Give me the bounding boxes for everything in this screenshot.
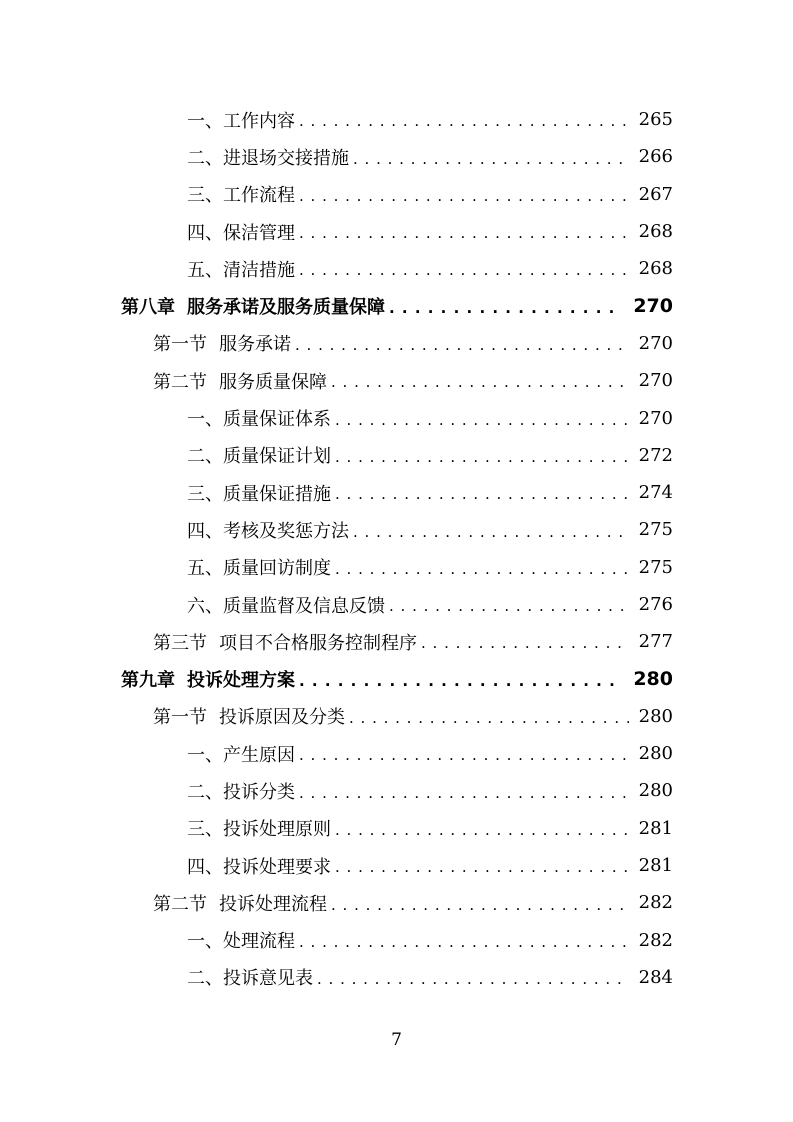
toc-subsection-entry[interactable]: [0, 772, 793, 809]
toc-section-entry[interactable]: [0, 698, 793, 735]
toc-entry-page: 275: [638, 556, 673, 578]
toc-entry-number: 三、: [187, 185, 223, 207]
toc-subsection-entry[interactable]: [0, 586, 793, 623]
toc-entry-page: 274: [638, 482, 673, 504]
toc-section-entry[interactable]: [0, 325, 793, 362]
toc-dot-leader: [389, 301, 623, 325]
toc-section-entry[interactable]: [0, 623, 793, 660]
toc-entry-title: 工作流程: [223, 185, 295, 207]
toc-entry-page: 270: [638, 407, 673, 429]
toc-entry-title: 工作内容: [223, 110, 295, 132]
toc-entry-number: 五、: [187, 259, 223, 281]
toc-entry-page: 267: [638, 183, 673, 205]
toc-dot-leader: [299, 935, 629, 959]
toc-subsection-entry[interactable]: [0, 549, 793, 586]
toc-dot-leader: [299, 263, 629, 287]
toc-entry-page: 282: [638, 929, 673, 951]
table-of-contents: [0, 101, 793, 996]
toc-entry-title: 质量保证体系: [223, 409, 331, 431]
toc-dot-leader: [299, 674, 623, 698]
toc-subsection-entry[interactable]: [0, 922, 793, 959]
toc-entry-page: 282: [638, 892, 673, 914]
toc-entry-page: 280: [638, 780, 673, 802]
toc-entry-title: 保洁管理: [223, 222, 295, 244]
toc-dot-leader: [421, 636, 629, 660]
toc-entry-page: 266: [638, 146, 673, 168]
toc-entry-number: 五、: [187, 558, 223, 580]
toc-entry-title: 质量保证措施: [223, 483, 331, 505]
toc-entry-title: 服务承诺及服务质量保障: [187, 297, 385, 319]
toc-subsection-entry[interactable]: [0, 399, 793, 436]
toc-entry-number: 第一节: [153, 334, 207, 356]
toc-entry-page: 281: [638, 817, 673, 839]
toc-entry-title: 考核及奖惩方法: [223, 520, 349, 542]
toc-entry-page: 265: [638, 109, 673, 131]
toc-subsection-entry[interactable]: [0, 474, 793, 511]
toc-entry-title: 投诉处理方案: [187, 670, 295, 692]
toc-dot-leader: [295, 338, 629, 362]
toc-subsection-entry[interactable]: [0, 735, 793, 772]
toc-entry-number: 第一节: [153, 707, 207, 729]
toc-entry-title: 服务质量保障: [219, 371, 327, 393]
toc-entry-number: 第八章: [121, 297, 175, 319]
toc-dot-leader: [335, 823, 629, 847]
toc-entry-page: 268: [638, 221, 673, 243]
toc-entry-page: 270: [638, 332, 673, 354]
toc-entry-title: 质量保证计划: [223, 446, 331, 468]
toc-dot-leader: [299, 189, 629, 213]
toc-entry-title: 投诉意见表: [223, 968, 313, 990]
toc-dot-leader: [389, 599, 629, 623]
toc-dot-leader: [299, 114, 629, 138]
toc-entry-number: 二、: [187, 446, 223, 468]
toc-subsection-entry[interactable]: [0, 138, 793, 175]
toc-entry-number: 一、: [187, 931, 223, 953]
toc-subsection-entry[interactable]: [0, 810, 793, 847]
toc-dot-leader: [349, 711, 629, 735]
toc-entry-title: 处理流程: [223, 931, 295, 953]
toc-dot-leader: [331, 898, 629, 922]
toc-entry-number: 三、: [187, 483, 223, 505]
toc-subsection-entry[interactable]: [0, 847, 793, 884]
toc-entry-title: 质量监督及信息反馈: [223, 595, 385, 617]
toc-entry-number: 第二节: [153, 893, 207, 915]
toc-entry-page: 281: [638, 855, 673, 877]
toc-entry-number: 四、: [187, 222, 223, 244]
toc-entry-number: 三、: [187, 819, 223, 841]
toc-entry-page: 280: [638, 743, 673, 765]
toc-subsection-entry[interactable]: [0, 437, 793, 474]
toc-entry-page: 272: [638, 444, 673, 466]
toc-entry-title: 投诉原因及分类: [219, 707, 345, 729]
toc-entry-title: 投诉分类: [223, 781, 295, 803]
toc-entry-number: 四、: [187, 520, 223, 542]
toc-entry-page: 270: [638, 370, 673, 392]
toc-subsection-entry[interactable]: [0, 101, 793, 138]
toc-section-entry[interactable]: [0, 362, 793, 399]
toc-entry-page: 270: [633, 295, 673, 318]
toc-entry-number: 二、: [187, 147, 223, 169]
toc-dot-leader: [335, 487, 629, 511]
toc-entry-title: 产生原因: [223, 744, 295, 766]
toc-section-entry[interactable]: [0, 884, 793, 921]
toc-dot-leader: [335, 450, 629, 474]
toc-entry-title: 投诉处理流程: [219, 893, 327, 915]
toc-entry-number: 四、: [187, 856, 223, 878]
toc-dot-leader: [317, 972, 629, 996]
toc-entry-page: 280: [633, 668, 673, 691]
toc-chapter-entry[interactable]: [0, 287, 793, 324]
toc-entry-title: 质量回访制度: [223, 558, 331, 580]
toc-dot-leader: [331, 375, 629, 399]
toc-entry-number: 一、: [187, 409, 223, 431]
toc-entry-page: 277: [638, 631, 673, 653]
toc-entry-number: 一、: [187, 744, 223, 766]
toc-dot-leader: [353, 525, 629, 549]
page-number: 7: [391, 1030, 402, 1050]
toc-entry-number: 一、: [187, 110, 223, 132]
toc-entry-title: 进退场交接措施: [223, 147, 349, 169]
toc-entry-number: 二、: [187, 968, 223, 990]
toc-subsection-entry[interactable]: [0, 176, 793, 213]
toc-entry-title: 服务承诺: [219, 334, 291, 356]
toc-entry-title: 项目不合格服务控制程序: [219, 632, 417, 654]
toc-dot-leader: [299, 748, 629, 772]
toc-entry-number: 第三节: [153, 632, 207, 654]
toc-entry-number: 六、: [187, 595, 223, 617]
toc-entry-page: 275: [638, 519, 673, 541]
toc-entry-page: 284: [638, 966, 673, 988]
toc-dot-leader: [299, 786, 629, 810]
toc-entry-page: 280: [638, 705, 673, 727]
toc-subsection-entry[interactable]: [0, 959, 793, 996]
toc-subsection-entry[interactable]: [0, 511, 793, 548]
toc-entry-page: 268: [638, 258, 673, 280]
toc-subsection-entry[interactable]: [0, 250, 793, 287]
toc-entry-number: 第二节: [153, 371, 207, 393]
toc-entry-number: 二、: [187, 781, 223, 803]
toc-entry-title: 投诉处理要求: [223, 856, 331, 878]
toc-dot-leader: [335, 860, 629, 884]
toc-entry-title: 清洁措施: [223, 259, 295, 281]
toc-dot-leader: [335, 413, 629, 437]
toc-entry-page: 276: [638, 594, 673, 615]
toc-dot-leader: [335, 562, 629, 586]
toc-chapter-entry[interactable]: [0, 660, 793, 697]
toc-subsection-entry[interactable]: [0, 213, 793, 250]
toc-dot-leader: [353, 152, 629, 176]
toc-dot-leader: [299, 226, 629, 250]
toc-entry-number: 第九章: [121, 670, 175, 692]
toc-entry-title: 投诉处理原则: [223, 819, 331, 841]
